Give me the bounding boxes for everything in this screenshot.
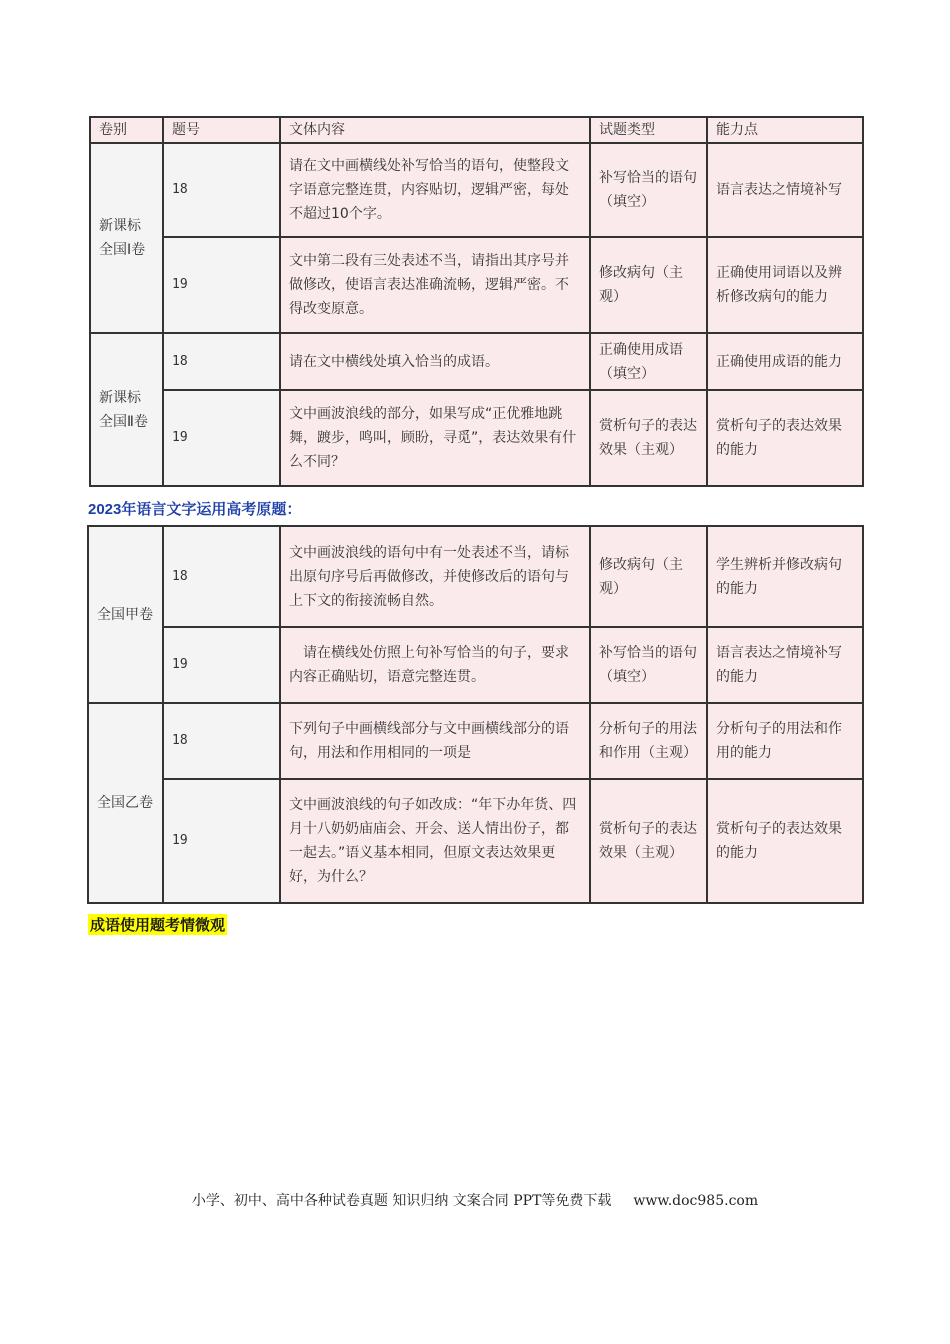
question-content: 请在文中画横线处补写恰当的语句，使整段文字语意完整连贯，内容贴切，逻辑严密，每处不超过10个字。 <box>280 143 590 237</box>
footer-text: 小学、初中、高中各种试卷真题 知识归纳 文案合同 PPT等免费下载 <box>191 1193 612 1209</box>
question-type: 正确使用成语（填空） <box>590 333 707 390</box>
header-question-type: 试题类型 <box>590 117 707 143</box>
question-type: 补写恰当的语句（填空） <box>590 143 707 237</box>
table-row <box>90 143 863 237</box>
table-row <box>90 237 863 333</box>
page-footer <box>0 1190 950 1210</box>
question-type: 分析句子的用法和作用（主观） <box>590 703 707 779</box>
question-number: 19 <box>163 237 280 333</box>
question-content: 文中第二段有三处表述不当，请指出其序号并做修改，使语言表达准确流畅，逻辑严密。不得改变原意。 <box>280 237 590 333</box>
footer-site-link[interactable]: www.doc985.com <box>633 1193 759 1209</box>
question-content: 文中画波浪线的部分，如果写成“正优雅地跳舞，踱步，鸣叫，顾盼，寻觅”，表达效果有什么不同？ <box>280 390 590 486</box>
ability-point: 语言表达之情境补写的能力 <box>707 627 863 703</box>
question-number: 19 <box>163 779 280 903</box>
table-row <box>90 390 863 486</box>
table-row <box>88 627 863 703</box>
question-number: 18 <box>163 143 280 237</box>
question-number: 19 <box>163 390 280 486</box>
table-row <box>90 333 863 390</box>
question-content: 下列句子中画横线部分与文中画横线部分的语句，用法和作用相同的一项是 <box>280 703 590 779</box>
volume-cell: 新课标全国Ⅰ卷 <box>90 143 163 333</box>
volume-cell: 全国甲卷 <box>88 526 163 703</box>
question-type: 修改病句（主观） <box>590 526 707 627</box>
question-content: 文中画波浪线的句子如改成：“年下办年货、四月十八奶奶庙庙会、开会、送人情出份子，都一起去。”语义基本相同，但原文表达效果更好，为什么？ <box>280 779 590 903</box>
volume-cell: 新课标全国Ⅱ卷 <box>90 333 163 486</box>
table-row <box>88 526 863 627</box>
ability-point: 分析句子的用法和作用的能力 <box>707 703 863 779</box>
question-content: 请在横线处仿照上句补写恰当的句子，要求内容正确贴切，语意完整连贯。 <box>280 627 590 703</box>
section-heading-2023: 2023年语言文字运用高考原题： <box>88 501 302 518</box>
question-number: 18 <box>163 333 280 390</box>
ability-point: 语言表达之情境补写 <box>707 143 863 237</box>
ability-point: 赏析句子的表达效果的能力 <box>707 779 863 903</box>
header-content: 文体内容 <box>280 117 590 143</box>
ability-point: 正确使用成语的能力 <box>707 333 863 390</box>
header-ability: 能力点 <box>707 117 863 143</box>
table-header-row <box>90 117 863 143</box>
header-question-number: 题号 <box>163 117 280 143</box>
question-type: 修改病句（主观） <box>590 237 707 333</box>
volume-cell: 全国乙卷 <box>88 703 163 903</box>
question-type: 赏析句子的表达效果（主观） <box>590 779 707 903</box>
question-content: 请在文中横线处填入恰当的成语。 <box>280 333 590 390</box>
header-volume: 卷别 <box>90 117 163 143</box>
table-row <box>88 779 863 903</box>
question-type: 补写恰当的语句（填空） <box>590 627 707 703</box>
question-number: 18 <box>163 703 280 779</box>
question-content: 文中画波浪线的语句中有一处表述不当，请标出原句序号后再做修改，并使修改后的语句与上下文的衔接流畅自然。 <box>280 526 590 627</box>
exam-table-2023 <box>87 525 864 904</box>
ability-point: 学生辨析并修改病句的能力 <box>707 526 863 627</box>
exam-table-national <box>89 116 864 487</box>
question-number: 18 <box>163 526 280 627</box>
ability-point: 正确使用词语以及辨析修改病句的能力 <box>707 237 863 333</box>
section-heading-idioms: 成语使用题考情微观 <box>88 914 227 935</box>
question-type: 赏析句子的表达效果（主观） <box>590 390 707 486</box>
question-number: 19 <box>163 627 280 703</box>
ability-point: 赏析句子的表达效果的能力 <box>707 390 863 486</box>
table-row <box>88 703 863 779</box>
